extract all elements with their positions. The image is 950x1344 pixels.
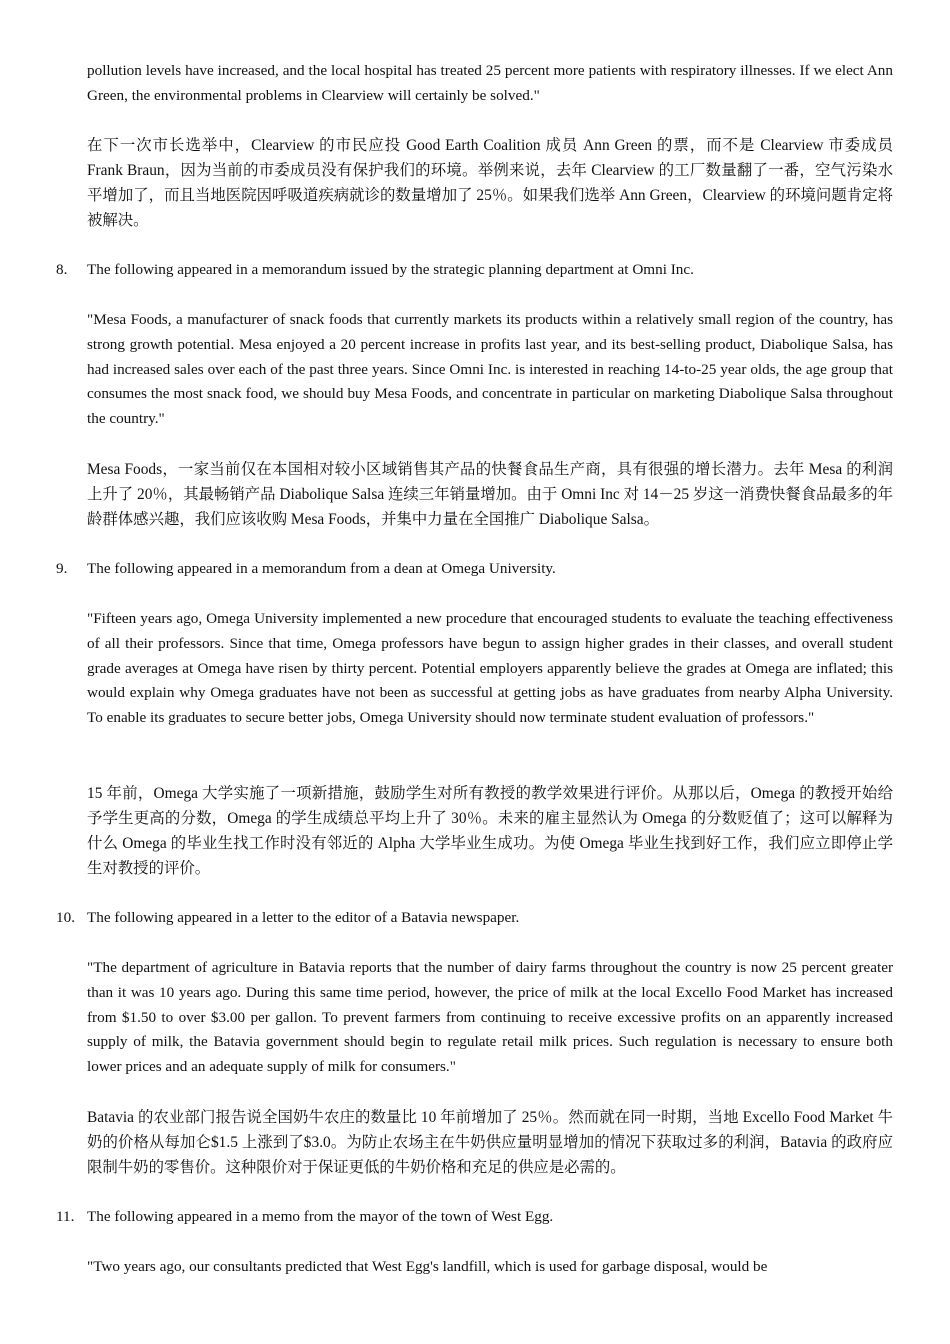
item-7-quote-continuation: pollution levels have increased, and the local hospital has treated 25 percent more patients with respiratory illnesses. If we elect Ann Green, the environmental problems in Clearview will certainly be solved.": [87, 62, 893, 104]
item-10-number: 10.: [56, 909, 75, 926]
item-8-intro: The following appeared in a memorandum issued by the strategic planning department at Omni Inc.: [87, 261, 694, 278]
item-8-translation: Mesa Foods，一家当前仅在本国相对较小区域销售其产品的快餐食品生产商，具有很强的增长潜力。去年 Mesa 的利润上升了 20％，其最畅销产品 Diabolique Salsa 连续三年销量增加。由于 Omni Inc 对 14－25 岁这一消费快餐食品最多的年龄群体感兴趣，我们应该收购 Mesa Foods，并集中力量在全国推广 Diabolique Salsa。: [87, 461, 893, 528]
item-7-translation: 在下一次市长选举中，Clearview 的市民应投 Good Earth Coalition 成员 Ann Green 的票，而不是 Clearview 市委成员 Frank Braun，因为当前的市委成员没有保护我们的环境。举例来说，去年 Clearview 的工厂数量翻了一番，空气污染水平增加了，而且当地医院因呼吸道疾病就诊的数量增加了 25％。如果我们选举 Ann Green，Clearview 的环境问题肯定将被解决。: [87, 137, 893, 229]
item-8-number: 8.: [56, 261, 68, 278]
item-9-number: 9.: [56, 560, 68, 577]
item-11-intro: The following appeared in a memo from the mayor of the town of West Egg.: [87, 1208, 554, 1225]
item-10-intro: The following appeared in a letter to the editor of a Batavia newspaper.: [87, 909, 520, 926]
item-9-translation: 15 年前，Omega 大学实施了一项新措施，鼓励学生对所有教授的教学效果进行评价。从那以后，Omega 的教授开始给予学生更高的分数，Omega 的学生成绩总平均上升了 30％。未来的雇主显然认为 Omega 的分数贬值了；这可以解释为什么 Omega 的毕业生找工作时没有邻近的 Alpha 大学毕业生成功。为使 Omega 毕业生找到好工作，我们应立即停止学生对教授的评价。: [87, 785, 893, 877]
item-8-quote: "Mesa Foods, a manufacturer of snack foods that currently markets its products within a relatively small region of the country, has strong growth potential. Mesa enjoyed a 20 percent increase in profits last year, and its best-selling product, Diabolique Salsa, has had increased sales over each of the past three years. Since Omni Inc. is interested in reaching 14-to-25 year olds, the age group that consumes the most snack food, we should buy Mesa Foods, and concentrate in particular on marketing Diabolique Salsa throughout the country.": [87, 311, 893, 428]
item-10-quote: "The department of agriculture in Batavia reports that the number of dairy farms throughout the country is now 25 percent greater than it was 10 years ago. During this same time period, however, the price of milk at the local Excello Food Market has increased from $1.50 to over $3.00 per gallon. To prevent farmers from continuing to receive excessive profits on an apparently increased supply of milk, the Batavia government should begin to regulate retail milk prices. Such regulation is necessary to ensure both lower prices and an adequate supply of milk for consumers.": [87, 959, 893, 1076]
item-11-number: 11.: [56, 1208, 75, 1225]
item-9-quote: "Fifteen years ago, Omega University implemented a new procedure that encouraged students to evaluate the teaching effectiveness of all their professors. Since that time, Omega professors have begun to assign higher grades in their classes, and overall student grade averages at Omega have risen by thirty percent. Potential employers apparently believe the grades at Omega are inflated; this would explain why Omega graduates have not been as successful at getting jobs as have graduates from nearby Alpha University. To enable its graduates to secure better jobs, Omega University should now terminate student evaluation of professors.": [87, 610, 893, 727]
item-10-translation: Batavia 的农业部门报告说全国奶牛农庄的数量比 10 年前增加了 25％。然而就在同一时期，当地 Excello Food Market 牛奶的价格从每加仑$1.5 上涨到了$3.0。为防止农场主在牛奶供应量明显增加的情况下获取过多的利润，Batavia 的政府应限制牛奶的零售价。这种限价对于保证更低的牛奶价格和充足的供应是必需的。: [87, 1109, 893, 1176]
item-9-intro: The following appeared in a memorandum from a dean at Omega University.: [87, 560, 556, 577]
item-11-quote: "Two years ago, our consultants predicted that West Egg's landfill, which is used for garbage disposal, would be: [87, 1258, 768, 1275]
